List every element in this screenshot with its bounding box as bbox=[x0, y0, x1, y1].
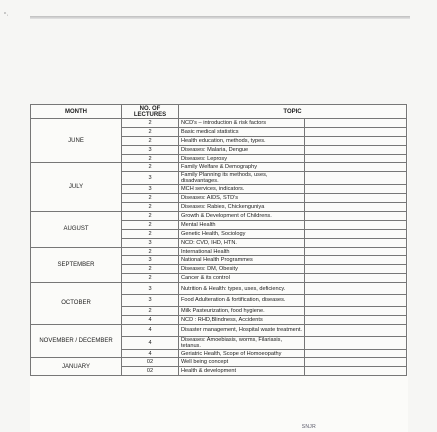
lecture-count: 4 bbox=[122, 315, 179, 324]
blank-cell bbox=[305, 185, 407, 194]
lecture-count: 2 bbox=[122, 220, 179, 229]
lecture-count: 3 bbox=[122, 295, 179, 307]
header-month: MONTH bbox=[31, 105, 122, 119]
blank-cell bbox=[305, 172, 407, 185]
blank-cell bbox=[305, 274, 407, 283]
blank-cell bbox=[305, 336, 407, 349]
blank-cell bbox=[305, 349, 407, 358]
topic-cell: Health & development bbox=[179, 367, 305, 376]
lecture-count: 2 bbox=[122, 265, 179, 274]
lecture-count: 02 bbox=[122, 367, 179, 376]
topic-cell: Diseases: Leprosy bbox=[179, 154, 305, 163]
blank-cell bbox=[305, 295, 407, 307]
scan-artifact: “· bbox=[4, 12, 9, 19]
topic-cell: Genetic Health, Sociology bbox=[179, 229, 305, 238]
topic-cell: Geriatric Health, Scope of Homoeopathy bbox=[179, 349, 305, 358]
blank-cell bbox=[305, 358, 407, 367]
topic-cell: Diseases: DM, Obesity bbox=[179, 265, 305, 274]
blank-cell bbox=[305, 145, 407, 154]
topic-cell: Milk Pasteurization, food hygiene. bbox=[179, 306, 305, 315]
table-row bbox=[31, 283, 407, 295]
syllabus-sheet bbox=[30, 104, 408, 432]
blank-cell bbox=[305, 367, 407, 376]
blank-cell bbox=[305, 119, 407, 128]
syllabus-table bbox=[30, 104, 407, 376]
month-cell: JANUARY bbox=[31, 358, 122, 376]
topic-cell: Food Adulteration & fortification, diseases. bbox=[179, 295, 305, 307]
blank-cell bbox=[305, 306, 407, 315]
topic-cell: Cancer & its control bbox=[179, 274, 305, 283]
lecture-count: 4 bbox=[122, 349, 179, 358]
lecture-count: 2 bbox=[122, 212, 179, 221]
lecture-count: 3 bbox=[122, 185, 179, 194]
blank-cell bbox=[305, 283, 407, 295]
topic-cell: Diseases: Amoebiasis, worms, Filariasis, tetanus. bbox=[179, 336, 305, 349]
lecture-count: 2 bbox=[122, 154, 179, 163]
topic-cell: Mental Health bbox=[179, 220, 305, 229]
table-row bbox=[31, 119, 407, 128]
table-row bbox=[31, 358, 407, 367]
blank-cell bbox=[305, 163, 407, 172]
lecture-count: 3 bbox=[122, 145, 179, 154]
month-cell: SEPTEMBER bbox=[31, 247, 122, 283]
lecture-count: 2 bbox=[122, 163, 179, 172]
blank-cell bbox=[305, 265, 407, 274]
lecture-count: 2 bbox=[122, 306, 179, 315]
table-row bbox=[31, 163, 407, 172]
lecture-count: 4 bbox=[122, 324, 179, 336]
blank-cell bbox=[305, 324, 407, 336]
lecture-count: 2 bbox=[122, 127, 179, 136]
blank-cell bbox=[305, 212, 407, 221]
blank-cell bbox=[305, 127, 407, 136]
lecture-count: 3 bbox=[122, 283, 179, 295]
stamp: SNJR bbox=[301, 424, 316, 430]
blank-cell bbox=[305, 315, 407, 324]
blank-cell bbox=[305, 229, 407, 238]
lecture-count: 4 bbox=[122, 336, 179, 349]
blank-cell bbox=[305, 203, 407, 212]
table-body bbox=[31, 119, 407, 376]
lecture-count: 2 bbox=[122, 247, 179, 256]
topic-cell: International Health bbox=[179, 247, 305, 256]
table-row bbox=[31, 212, 407, 221]
topic-cell: MCH services, indicators. bbox=[179, 185, 305, 194]
lecture-count: 3 bbox=[122, 238, 179, 247]
blank-cell bbox=[305, 136, 407, 145]
lecture-count: 2 bbox=[122, 229, 179, 238]
topic-cell: Diseases: Malaria, Dengue bbox=[179, 145, 305, 154]
month-cell: JUNE bbox=[31, 119, 122, 163]
header-topic: TOPIC bbox=[179, 105, 407, 119]
blank-cell bbox=[305, 154, 407, 163]
lecture-count: 2 bbox=[122, 119, 179, 128]
topic-cell: NCD : RHD,Blindness, Accidents bbox=[179, 315, 305, 324]
lecture-count: 2 bbox=[122, 194, 179, 203]
lecture-count: 02 bbox=[122, 358, 179, 367]
topic-cell: Diseases: AIDS, STD's bbox=[179, 194, 305, 203]
topic-cell: Health education, methods, types. bbox=[179, 136, 305, 145]
blank-cell bbox=[305, 220, 407, 229]
header-lectures: NO. OF LECTURES bbox=[122, 105, 179, 119]
lecture-count: 2 bbox=[122, 203, 179, 212]
topic-cell: Family Welfare & Demography bbox=[179, 163, 305, 172]
lecture-count: 3 bbox=[122, 256, 179, 265]
blank-cell bbox=[305, 256, 407, 265]
month-cell: NOVEMBER / DECEMBER bbox=[31, 324, 122, 358]
blank-cell bbox=[305, 194, 407, 203]
topic-cell: Basic medical statistics bbox=[179, 127, 305, 136]
topic-cell: Disaster management, Hospital waste treatment. bbox=[179, 324, 305, 336]
month-cell: JULY bbox=[31, 163, 122, 212]
topic-cell: Diseases: Rabies, Chickenguniya bbox=[179, 203, 305, 212]
topic-cell: National Health Programmes bbox=[179, 256, 305, 265]
topic-cell: Family Planning its methods, uses, disadvantages. bbox=[179, 172, 305, 185]
topic-cell: Nutrition & Health: types, uses, deficiency. bbox=[179, 283, 305, 295]
month-cell: AUGUST bbox=[31, 212, 122, 248]
top-rule bbox=[30, 16, 410, 19]
table-row bbox=[31, 324, 407, 336]
table-header-row bbox=[31, 105, 407, 119]
month-cell: OCTOBER bbox=[31, 283, 122, 325]
table-row bbox=[31, 247, 407, 256]
lecture-count: 3 bbox=[122, 172, 179, 185]
topic-cell: NCD: CVD, IHD, HTN. bbox=[179, 238, 305, 247]
lecture-count: 2 bbox=[122, 136, 179, 145]
blank-cell bbox=[305, 247, 407, 256]
topic-cell: Growth & Development of Childrens. bbox=[179, 212, 305, 221]
topic-cell: NCD's – introduction & risk factors bbox=[179, 119, 305, 128]
blank-cell bbox=[305, 238, 407, 247]
lecture-count: 2 bbox=[122, 274, 179, 283]
topic-cell: Well being concept bbox=[179, 358, 305, 367]
